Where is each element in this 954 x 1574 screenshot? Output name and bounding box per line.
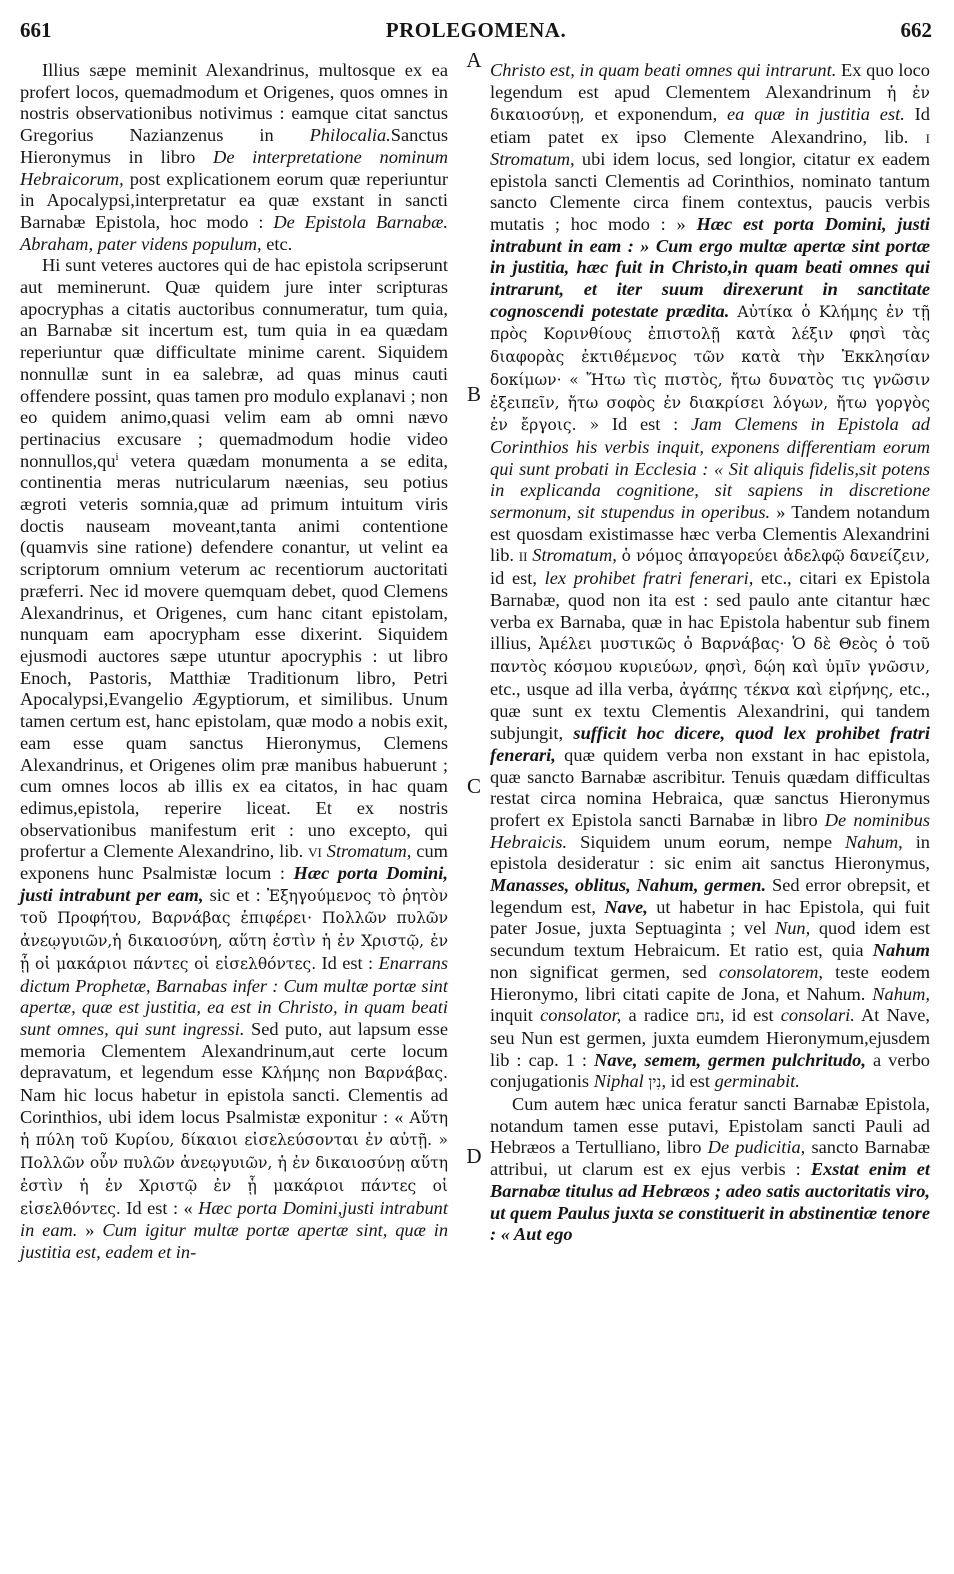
greek-quote: Αὐτίκα ὁ Κλήμης ἐν τῇ πρὸς Κορινθίους ἐπιστολῇ κατὰ λέξιν φησὶ τὰς διαφορὰς ἐκτιθέμενος τῶν κατὰ τὴν Ἐκκλησίαν δοκίμων· « Ἤτω τὶς πιστὸς, ἤτω δυνατὸς τις γνῶσιν ἐξειπεῖν, ἤτω σοφὸς ἐν διακρίσει λόγων, ἤτω γοργὸς ἐν ἔργοις. » — [490, 302, 930, 435]
page-number-right: 662 — [900, 18, 932, 42]
margin-letter-c: C — [466, 774, 481, 798]
greek-quote: Ἀμέλει μυστικῶς ὁ Βαρνάβας· Ὁ δὲ Θεὸς ὁ τοῦ παντὸς κόσμου κυριεύων, φησὶ, δῴη καὶ ὑμῖν γνῶσιν, — [490, 635, 930, 676]
running-title: PROLEGOMENA. — [385, 18, 567, 42]
margin-letter-a: A — [466, 48, 482, 72]
paragraph-1: Illius sæpe meminit Alexandrinus, multosque ex ea profert locos, quemadmodum et Origenes, quos omnes in nostris observationibus notivimus : eamque citat sanctus Gregorius Nazianzenus in Philocalia.Sanctus Hieronymus in libro De interpretatione nominum Hebraicorum, post explicationem eorum quæ reperiuntur in Apocalypsi,interpretatur ea quæ exstant in sancti Barnabæ Epistola, hoc modo : De Epistola Barnabæ. Abraham, pater videns populum, etc. — [20, 60, 448, 254]
greek-quote: Ἐξηγούμενος τὸ ῥητὸν τοῦ Προφήτου, Βαρνάβας ἐπιφέρει· Πολλῶν πυλῶν ἀνεῳγυιῶν,ἡ δικαιοσύνη, αὕτη ἐστὶν ἡ ἐν Χριστῷ, ἐν ᾗ οἱ μακάριοι πάντες οἱ εἰσελθόντες. — [20, 886, 449, 973]
running-header — [20, 18, 932, 46]
footnote-mark: i — [115, 450, 119, 463]
paragraph-4: Cum autem hæc unica feratur sancti Barnabæ Epistola, notandum tamen esse putavi, Epistolam sancti Pauli ad Hebræos a Tertulliano, libro De pudicitia, sancto Barnabæ attribui, ut clarum est ex ejus verbis : Exstat enim et Barnabæ titulus ad Hebræos ; adeo satis auctoritatis viro, ut quem Paulus juxta se constituerit in abstinentiæ tenore : « Aut ego — [490, 1094, 930, 1245]
margin-letter-d: D — [466, 1144, 482, 1168]
hebrew-word: נִין — [648, 1073, 662, 1092]
greek-quote: Αὕτη ἡ πύλη τοῦ Κυρίου, δίκαιοι εἰσελεύσονται ἐν αὐτῇ. » Πολλῶν οὖν πυλῶν ἀνεῳγυιῶν, ἡ ἐν δικαιοσύνῃ αὕτη ἐστὶν ἡ ἐν Χριστῷ ἐν ᾗ μακάριοι πάντες οἱ εἰσελθόντες. — [20, 1108, 448, 1218]
paragraph-2: Hi sunt veteres auctores qui de hac epistola scripserunt aut meminerunt. Quæ quidem jure inter scripturas apocryphas a citatis auctoribus connumeratur, tum quia, an Barnabæ sit incertum est, tum quia in ea quædam reperiuntur quæ difficultate minime carent. Siquidem nonnullæ sunt in ea salebræ, ad quas minus cauti offendere possint, quas tamen pro modulo explanavi ; non eo quidem animo,quasi velim eam ab omni nævo pertinacius excusare ; quemadmodum hodie video $nonnullos,qu^i$ vetera quædam monumenta a se edita, continentia meras nutricularum næenias, seu potius ægroti veteris somnia,quæ ad primum intuitum viris doctis nauseam moveant,tanta animi contentione (quamvis sine ratione) defendere conantur, ut velint ea scriptorum omnium veterum ac recentiorum auctoritati præferri. Nec id movere quemquam debet, quod Clemens Alexandrinus, et Origenes, cum hanc citant epistolam, nunquam eam apocrypham esse dixerint. Siquidem ejusmodi auctores sæpe utuntur apocryphis : ut libro Enoch, Pastoris, Matthiæ Traditionum libro, Petri Apocalypsi,Evangelio Ægyptiorum, et similibus. Unum tamen certum est, hanc epistolam, quæ modo a nobis exit, eam esse quam sanctus Hieronymus, Clemens Alexandrinus, et Origenes olim præ manibus habuerunt ; cum omnes locos ab illis ex ea citatos, in hac quam edimus,epistola, reperire liceat. Et ex nostris observationibus manifestum erit : uno excepto, qui profertur a Clemente Alexandrino, lib. vi Stromatum, cum exponens hunc Psalmistæ locum : Hæc porta Domini, justi intrabunt per eam, sic et : Ἐξηγούμενος τὸ ῥητὸν τοῦ Προφήτου, Βαρνάβας ἐπιφέρει· Πολλῶν πυλῶν ἀνεῳγυιῶν,ἡ δικαιοσύνη, αὕτη ἐστὶν ἡ ἐν Χριστῷ, ἐν ᾗ οἱ μακάριοι πάντες οἱ εἰσελθόντες. Id est : Enarrans dictum Prophetæ, Barnabas infer : Cum multæ portæ sint apertæ, quæ est justitia, ea est in Christo, in quam beati sunt omnes, qui sunt ingressi. Sed puto, aut lapsum esse memoria Clementem Alexandrinum,aut certe locum depravatum, et legendum esse Κλήμης non Βαρνάβας. Nam hic locus habetur in epistola sancti. Clementis ad Corinthios, ubi idem locus Psalmistæ exponitur : « Αὕτη ἡ πύλη τοῦ Κυρίου, δίκαιοι εἰσελεύσονται ἐν αὐτῇ. » Πολλῶν οὖν πυλῶν ἀνεῳγυιῶν, ἡ ἐν δικαιοσύνῃ αὕτη ἐστὶν ἡ ἐν Χριστῷ ἐν ᾗ μακάριοι πάντες οἱ εἰσελθόντες. Id est : « Hæc porta Domini,justi intrabunt in eam. » Cum igitur multæ portæ apertæ sint, quæ in justitia est, eadem et in- — [20, 255, 449, 1262]
hebrew-word: נחם — [695, 1007, 720, 1026]
margin-letter-b: B — [466, 382, 481, 406]
page-number-left: 661 — [20, 18, 52, 42]
paragraph-3: Christo est, in quam beati omnes qui intrarunt. Ex quo loco legendum est apud Clementem Alexandrinum ἡ ἐν δικαιοσύνῃ, et exponendum, ea quæ in justitia est. Id etiam patet ex ipso Clemente Alexandrino, lib. i Stromatum, ubi idem locus, sed longior, citatur ex eadem epistola sancti Clementis ad Corinthios, nominato tantum sancto Clemente circa finem contextus, paucis verbis mutatis ; hoc modo : » Hæc est porta Domini, justi intrabunt in eam : » Cum ergo multæ apertæ sint portæ in justitia, hæc fuit in Christo,in quam beati omnes qui intrarunt, et iter suum direxerunt in sanctitate cognoscendi potestate prædita. Αὐτίκα ὁ Κλήμης ἐν τῇ πρὸς Κορινθίους ἐπιστολῇ κατὰ λέξιν φησὶ τὰς διαφορὰς ἐκτιθέμενος τῶν κατὰ τὴν Ἐκκλησίαν δοκίμων· « Ἤτω τὶς πιστὸς, ἤτω δυνατὸς τις γνῶσιν ἐξειπεῖν, ἤτω σοφὸς ἐν διακρίσει λόγων, ἤτω γοργὸς ἐν ἔργοις. » Id est : Jam Clemens in Epistola ad Corinthios his verbis inquit, exponens differentiam eorum qui sunt probati in Ecclesia : « Sit aliquis fidelis,sit potens in explicanda cognitione, sit sapiens in discretione sermonum, sit stupendus in operibus. » Tandem notandum est quosdam existimasse hæc verba Clementis Alexandrini lib. ii Stromatum, ὁ νόμος ἀπαγορεύει ἀδελφῷ δανείζειν, id est, lex prohibet fratri fenerari, etc., citari ex Epistola Barnabæ, quod non ita est : sed paulo ante citantur hæc verba ex Barnaba, quæ in hac Epistola habentur sub finem illius, Ἀμέλει μυστικῶς ὁ Βαρνάβας· Ὁ δὲ Θεὸς ὁ τοῦ παντὸς κόσμου κυριεύων, φησὶ, δῴη καὶ ὑμῖν γνῶσιν, etc., usque ad illa verba, ἀγάπης τέκνα καὶ εἰρήνης, etc., quæ sunt ex textu Clementis Alexandrini, qui tandem subjungit, sufficit hoc dicere, quod lex prohibet fratri fenerari, quæ quidem verba non exstant in hac epistola, quæ sancto Barnabæ ascribitur. Tenuis quædam difficultas restat circa nomina Hebraica, quæ sanctus Hieronymus profert ex Epistola sancti Barnabæ in libro De nominibus Hebraicis. Siquidem unum eorum, nempe Nahum, in epistola desideratur : sic enim ait sanctus Hieronymus, Manasses, oblitus, Nahum, germen. Sed error obrepsit, et legendum est, Nave, ut habetur in hac Epistola, qui fuit pater Josue, juxta Septuaginta ; vel Nun, quod idem est secundum textum Hebraicum. Et ratio est, quia Nahum non significat germen, sed consolatorem, teste eodem Hieronymo, libri citati capite de Jona, et Nahum. Nahum, inquit consolator, a radice נחם, id est consolari. At Nave, seu Nun est germen, juxta eumdem Hieronymum,ejusdem lib : cap. 1 : Nave, semem, germen pulchritudo, a verbo conjugationis Niphal נִין, id est germinabit. — [490, 60, 931, 1092]
right-column — [490, 60, 930, 1246]
left-column — [20, 60, 448, 1264]
